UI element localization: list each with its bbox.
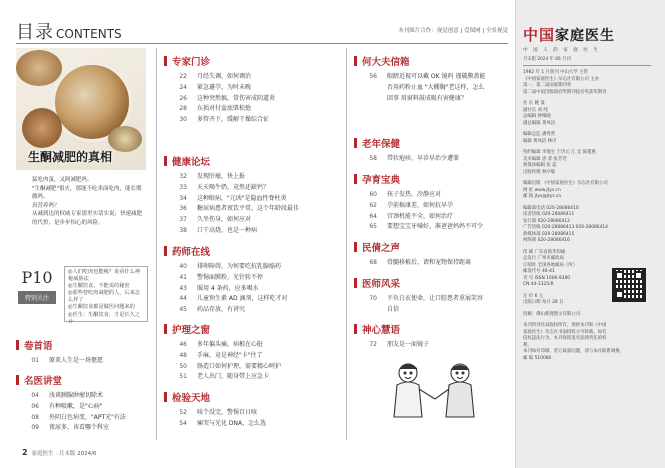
imprint-line: 副社长 刘 纯 (523, 107, 548, 113)
imprint-line: 订阅处 全国各地邮局（所） (523, 262, 578, 268)
toc-entry[interactable]: 68 骨髓移植后，请和宠物保持距离 (369, 259, 472, 266)
imprint-line: 发行部 020-28086412 (523, 218, 570, 224)
section-yishi: 医师风采 70 不负白衣使命，让口腔患者重展笑容自信 (354, 276, 487, 316)
section-laonian: 老年保健 58 带状疱疹，早诊早治少遭罪 (354, 136, 459, 165)
section-shenxin: 神心慧语 72 朋友是一面镜子 (354, 322, 429, 351)
section-marker (354, 242, 357, 252)
toc-entry[interactable]: 08 外阴白色病变，"APT光"有法 (31, 413, 126, 421)
imprint-line: 总发行 广州市邮政局 (523, 256, 564, 261)
imprint-line: 印 刷 广东省新华印刷 (523, 249, 566, 255)
toc-entry[interactable]: 52 咳个没完，警惕百日咳 (179, 409, 258, 416)
toc-entry[interactable]: 40 排卵障碍，为何要吃抗乳腺癌药 (179, 263, 282, 270)
magazine-slogan: 中 国 人 的 家 庭 医 生 (523, 48, 600, 53)
header-rule (16, 43, 508, 44)
section-marker (164, 246, 167, 256)
toc-entry[interactable]: 44 儿童预生素 AD 滴剂，这样吃才对 (179, 295, 288, 303)
imprint-line: 第二届中国出版政府奖期刊提名奖获奖期刊 (523, 89, 607, 95)
toc-entry[interactable]: 56 眼睛近视可以戴 OK 镜吗 谨破膜盖能否用药粉止血 "大棚胸"老这样，怎么回事 用窗料鼓成吸有害健康？ (369, 73, 486, 102)
imprint-line: 《中国家庭医生》杂志社有限公司 主办 (523, 76, 600, 82)
toc-entry[interactable]: 22 月经失调，如何调治 (179, 73, 252, 80)
page-title: 目录 CONTENTS (16, 22, 122, 43)
imprint-line: 邮 编 510080 (523, 355, 552, 361)
imprint-line: 新媒体部 020-28086415 (523, 231, 575, 237)
imprint-line: 读者热线 020-28086411 (523, 212, 575, 217)
toc-entry[interactable]: 65 要想宝宝牙嗓好，准爸爸妈妈不可少 (369, 223, 484, 231)
feature-page-number: P10 (21, 268, 53, 287)
imprint-line: 网 址 www.jtys.cn (523, 187, 561, 193)
imprint-line: 编辑总监 潘秀贤 (523, 132, 556, 137)
toc-entry[interactable]: 54 痛哭与光化 DNA，怎么选 (179, 419, 267, 427)
footer-left: 2 家庭医生 · 月末版 2024/6 (22, 448, 97, 457)
toc-entry[interactable]: 33 天天喝牛奶，竟然还缺钙？ (179, 183, 270, 191)
section-jianyan: 检验天地 52 咳个没完，警惕百日咳 54 痛哭与光化 DNA，怎么选 (164, 390, 266, 430)
toc-entry[interactable]: 48 手麻，竟是神经"卡"住了 (179, 351, 263, 359)
toc-entry[interactable]: 09 夜尿多，该看哪个科室 (31, 424, 110, 432)
section-minqing: 民倩之声 68 骨髓移植后，请和宠物保持距离 (354, 240, 471, 269)
imprint-text (523, 70, 653, 362)
toc-entry[interactable]: 32 发现肝瘤，快上报 (179, 173, 246, 180)
friends-illustration (380, 355, 490, 427)
section-yaowu: 药师在线 40 排卵障碍，为何要吃抗乳腺癌药 41 警惕面膜粉，光针转不停 43 服用 4 条药，应多喝水 44 儿童预生素 AD 滴剂，这样吃才对 45 药品存放，有讲究 (164, 244, 288, 316)
section-marker (354, 138, 357, 148)
toc-entry[interactable]: 28 东损对付盆底肌松弛 (179, 105, 252, 113)
imprint-line: 编辑出版 《中国家庭医生》杂志社有限公司 (523, 181, 608, 186)
section-marker (16, 340, 19, 350)
imprint-line: 美术编辑 唐 菁 张芳若 (523, 156, 567, 162)
toc-entry[interactable]: 34 这种眼病，"元凶"是隐血性脊柱炎 (179, 194, 287, 202)
imprint-line: 网络部 020-28086416 (523, 238, 570, 243)
food-plate-photo (22, 108, 62, 148)
masthead-rule (523, 65, 651, 66)
section-marker (354, 56, 357, 66)
section-marker (164, 156, 167, 166)
feature-bullets: ◎人们吃肉也能瘦？说看什么神秘威胁法 ◎生酮饮食，不能说的秘密 ◎那些曾吃肉减肥的人，后来怎么样了 ◎生酮饮食都是做医问题来的 ◎医生：生酮饮食，才是长久之计 (64, 266, 148, 322)
section-yunyu: 孕育宝典 60 孩子发热，冷静应对 62 孕前搞康差，如何抗早孕 64 宫颈机能不全，如何治疗 65 要想宝宝牙嗓好，准爸爸妈妈不可少 (354, 172, 483, 233)
imprint-line: 刊 号 ISSN 1006-9380 (523, 275, 571, 281)
column-divider (346, 48, 347, 440)
section-marker (354, 278, 357, 288)
toc-entry[interactable]: 04 浅谈胰腺肿瘤切除术 (31, 392, 104, 399)
imprint-line: 出版日期 每月 28 日 (523, 300, 564, 305)
imprint-line: 邮 箱 jtys@jtys.cn (523, 194, 562, 199)
imprint-line: 新媒体编辑 张 蕊 (523, 163, 557, 168)
toc-entry[interactable]: 45 药品存放，有讲究 (179, 306, 246, 314)
imprint-line: CN 44-1325/R (523, 282, 554, 287)
feature-page-marker[interactable] (16, 268, 58, 312)
imprint-line: 特约编辑 李逸生 于济元 江 宜 陈瑾惠 (523, 150, 596, 155)
imprint-line: 编辑部电话 020-28086410 (523, 205, 579, 211)
toc-entry[interactable]: 62 孕前搞康差，如何抗早孕 (369, 201, 454, 209)
column-divider (156, 48, 157, 440)
toc-entry[interactable]: 64 宫颈机能不全，如何治疗 (369, 212, 454, 220)
imprint-line: 定 价 6 元 (523, 293, 544, 299)
issue-label: 月末版 2024 年 06 月刊 (523, 57, 571, 62)
imprint-line: 本刊所刊作品版权所有，须经本刊和《中国家庭医生》杂志社书面授权方可转载。如有侵权违法行为，本刊保留追究法律责任的权利。 (523, 323, 607, 348)
contents-header (16, 18, 508, 42)
toc-entry[interactable]: 41 警惕面膜粉，光针转不停 (179, 273, 264, 281)
section-hedaifu: 何大夫信箱 56 眼睛近视可以戴 OK 镜吗 谨破膜盖能否用药粉止血 "大棚胸"老这样，怎么回事 用窗料鼓成吸有害健康？ (354, 54, 487, 104)
section-marker (16, 375, 19, 385)
section-juanshouyu: 卷首语 01 原来人生是一场惬愿 (16, 338, 103, 367)
section-marker (164, 56, 167, 66)
qr-code-icon[interactable] (612, 268, 646, 302)
section-marker (164, 392, 167, 402)
imprint-line: 社 长 姚 曼 (523, 101, 545, 106)
section-marker (354, 174, 357, 184)
imprint-line: 编辑 黄凤洁 林序 (523, 138, 557, 144)
toc-entry[interactable]: 24 紧急避孕，为时未晚 (179, 83, 252, 91)
feature-intro: 猛吃肉蛋，又阿减肥吗。 "生酮减肥"很火，那能不吃米面吃肉，能长期做吗。 真营养吗？ 从减到达的权威专家那里实话实说；快速减肥的代价，是步步惊心的风险。 (32, 177, 143, 226)
imprint-line: 副总编辑 黄凤洁 (523, 120, 556, 126)
imprint-line: 广告热线 020-28086413 020-28086414 (523, 225, 608, 230)
imprint-line: 本刊如有印刷、装订质量问题，请与本社联系调换。 (523, 349, 624, 354)
food-plate-photo (16, 50, 62, 86)
imprint-line: 第一、第二届国家期刊奖 (523, 83, 572, 88)
magazine-logo[interactable]: 中国家庭医生 (523, 26, 616, 44)
imprint-line: 总编辑 钟细晓 (523, 114, 551, 119)
toc-entry[interactable]: 58 带状疱疹，早诊早治少遭罪 (369, 155, 460, 162)
page-title-en: CONTENTS (56, 27, 122, 41)
section-jiankang: 健康论坛 32 发现肝瘤，快上报 33 天天喝牛奶，竟然还缺钙？ 34 这种眼病，"元凶"是隐血性脊柱炎 36 糖尿病患者夜饮平常，这个年龄段最佳 37 久坐伤身，如何应对 38 口干高烧，也是一种病 (164, 154, 299, 237)
toc-entry[interactable]: 36 糖尿病患者夜饮平常，这个年龄段最佳 (179, 205, 300, 213)
imprint-line: 出版经理 林序敏 (523, 169, 556, 175)
feature-photo[interactable] (16, 48, 146, 170)
imprint-line: 邮发代号 46-41 (523, 269, 555, 274)
feature-title: 生酮减肥的真相 (28, 150, 113, 164)
food-bowl-photo (108, 126, 142, 152)
toc-entry[interactable]: 37 久坐伤身，如何应对 (179, 216, 252, 224)
section-mingyi: 名医讲堂 04 浅谈胰腺肿瘤切除术 06 有种吸嗽，是"心病" 08 外阴白色病变，"APT光"有法 09 夜尿多，该看哪个科室 (16, 373, 126, 434)
toc-entry[interactable]: 50 肠造口如何护理，需要精心呵护 (179, 362, 282, 370)
section-marker (354, 324, 357, 334)
section-zhuanjia: 专家门诊 22 月经失调，如何调治 24 紧急避孕，为时未晚 26 这种突然搞，常伤害成阴道炎 28 东损对付盆底肌松弛 30 多管齐下，缓解干燥综合征 (164, 54, 275, 126)
toc-entry[interactable]: 72 朋友是一面镜子 (369, 341, 430, 348)
section-marker (164, 324, 167, 334)
image-credits: 本刊图片合作：视觉创意 | 壹图网 | 全景视觉 (398, 28, 508, 34)
toc-entry[interactable]: 30 多管齐下，缓解干燥综合征 (179, 116, 270, 124)
toc-entry[interactable]: 70 不负白衣使命，让口腔患者重展笑容自信 (369, 295, 484, 313)
toc-entry[interactable]: 06 有种吸嗽，是"心病" (31, 402, 103, 410)
feature-page-tag: 特别关注 (18, 291, 56, 304)
section-huli: 护理之窗 46 多年偏头痛，病根在心脏 48 手麻，竟是神经"卡"住了 50 肠造口如何护理，需要精心呵护 51 老人出门，随身带上应急卡 (164, 322, 281, 383)
toc-entry[interactable]: 38 口干高烧，也是一种病 (179, 226, 258, 234)
toc-entry[interactable]: 26 这种突然搞，常伤害成阴道炎 (179, 94, 276, 102)
toc-entry[interactable]: 51 老人出门，随身带上应急卡 (179, 373, 270, 381)
toc-entry[interactable]: 43 服用 4 条药，应多喝水 (179, 284, 259, 292)
toc-entry[interactable]: 01 原来人生是一场惬愿 (31, 357, 104, 364)
feature-column (16, 48, 146, 448)
imprint-line: 投稿：佛山新理图文有限公司 (523, 311, 581, 317)
imprint-line: 1982 年 1 月创刊 中山大学 主管 (523, 70, 588, 75)
toc-entry[interactable]: 46 多年偏头痛，病根在心脏 (179, 341, 264, 348)
masthead (523, 24, 653, 66)
toc-entry[interactable]: 60 孩子发热，冷静应对 (369, 191, 442, 198)
